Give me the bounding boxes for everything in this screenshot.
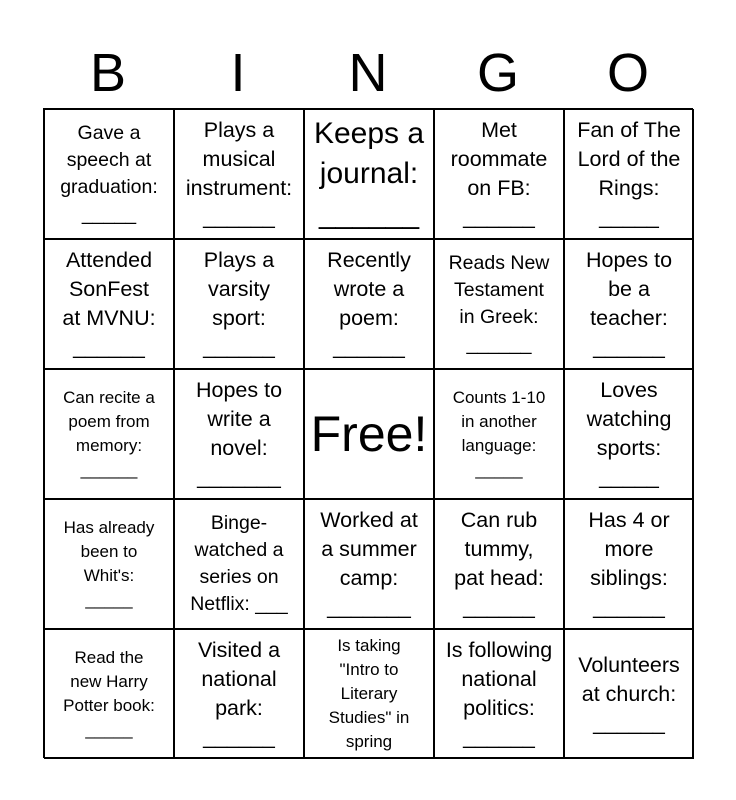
cell-text: Visited a national park: ______ (197, 638, 281, 749)
cell-text: Keeps a journal: ______ (313, 117, 425, 230)
cell-text: Volunteers at church: ______ (578, 652, 680, 735)
cell-text: Has already been to Whit's: _____ (63, 518, 155, 609)
cell-text: Plays a varsity sport: ______ (203, 248, 275, 359)
cell-text: Hopes to be a teacher: ______ (585, 248, 673, 359)
bingo-cell[interactable] (564, 629, 694, 759)
cell-text: Can rub tummy, pat head: ______ (454, 508, 544, 619)
cell-text: Can recite a poem from memory: ______ (63, 388, 155, 479)
bingo-cell[interactable] (564, 499, 694, 629)
bingo-cell[interactable] (304, 109, 434, 239)
header-letter-b: B (89, 43, 127, 103)
bingo-cell[interactable] (564, 369, 694, 499)
bingo-cell[interactable] (564, 109, 694, 239)
cell-text: Read the new Harry Potter book: _____ (63, 648, 155, 739)
header-letter-n: N (348, 43, 388, 103)
bingo-cell[interactable] (44, 239, 174, 369)
bingo-cell[interactable] (44, 499, 174, 629)
cell-text: Has 4 or more siblings: ______ (588, 508, 670, 619)
bingo-cell[interactable] (44, 629, 174, 759)
cell-text: Reads New Testament in Greek: ______ (448, 252, 550, 355)
bingo-cell[interactable] (564, 239, 694, 369)
bingo-cell[interactable] (434, 369, 564, 499)
cell-text: Fan of The Lord of the Rings: _____ (577, 118, 681, 229)
bingo-cell[interactable] (44, 109, 174, 239)
cell-text: Worked at a summer camp: _______ (320, 508, 418, 619)
cell-text: Is taking "Intro to Literary Studies" in spring (328, 636, 410, 751)
bingo-header (43, 38, 693, 108)
cell-text: Recently wrote a poem: ______ (327, 248, 411, 359)
bingo-cell[interactable] (174, 629, 304, 759)
cell-text: Attended SonFest at MVNU: ______ (62, 248, 156, 359)
cell-text: Counts 1-10 in another language: _____ (452, 388, 546, 479)
cell-text: Binge- watched a series on Netflix: ___ (190, 512, 288, 615)
bingo-cell[interactable] (304, 239, 434, 369)
header-letter-i: I (230, 43, 246, 103)
bingo-cell[interactable] (434, 239, 564, 369)
free-space[interactable] (304, 369, 434, 499)
bingo-cell[interactable] (434, 109, 564, 239)
bingo-cell[interactable] (434, 499, 564, 629)
cell-text: Is following national politics: ______ (445, 638, 553, 749)
cell-text: Hopes to write a novel: _______ (195, 378, 283, 489)
cell-text: Met roommate on FB: ______ (450, 118, 548, 229)
bingo-cell[interactable] (434, 629, 564, 759)
bingo-cell[interactable] (304, 629, 434, 759)
bingo-cell[interactable] (174, 369, 304, 499)
bingo-cell[interactable] (174, 499, 304, 629)
free-text: Free! (310, 406, 428, 462)
header-letter-o: O (606, 43, 649, 103)
bingo-cell[interactable] (304, 499, 434, 629)
header-letter-g: G (476, 43, 519, 103)
bingo-grid (43, 108, 693, 758)
cell-text: Plays a musical instrument: ______ (185, 118, 293, 229)
cell-text: Gave a speech at graduation: _____ (60, 122, 158, 225)
cell-text: Loves watching sports: _____ (586, 378, 672, 489)
bingo-cell[interactable] (174, 239, 304, 369)
bingo-cell[interactable] (174, 109, 304, 239)
bingo-cell[interactable] (44, 369, 174, 499)
